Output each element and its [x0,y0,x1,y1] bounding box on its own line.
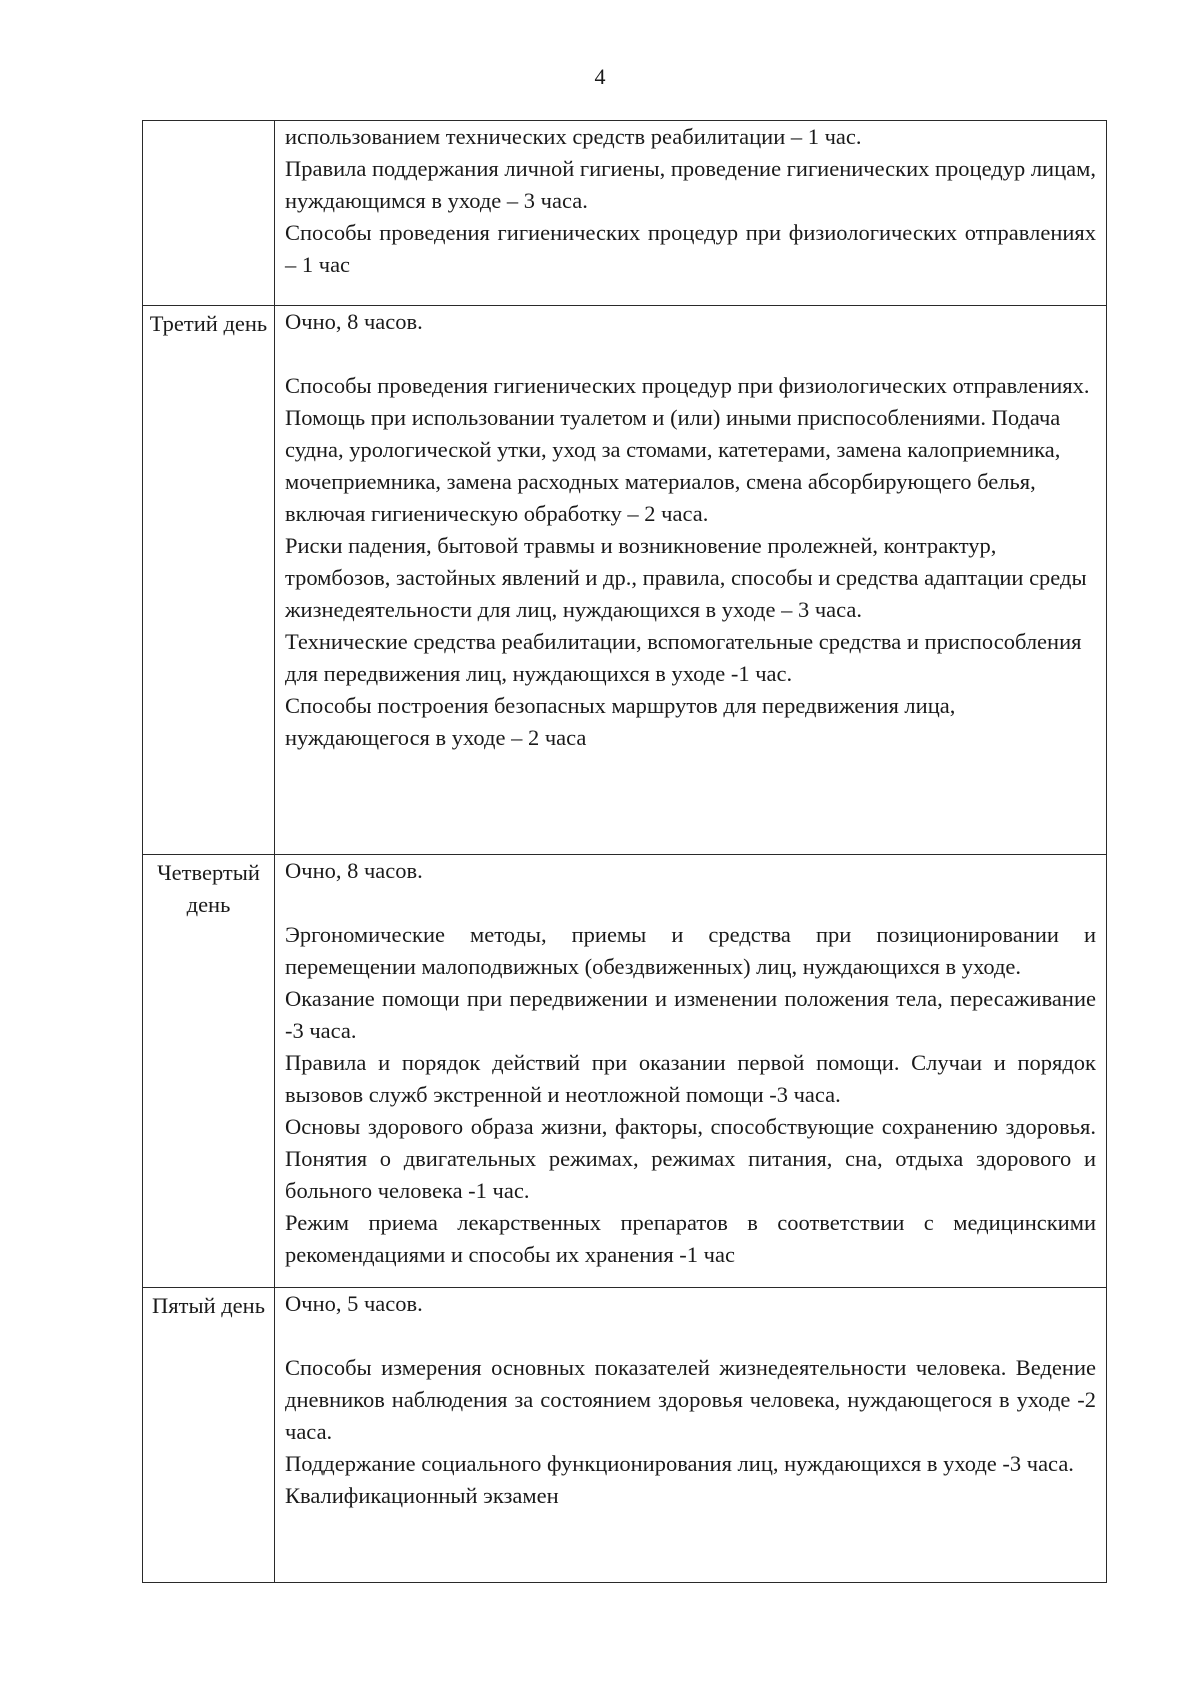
day-cell: Третий день [143,306,275,855]
table-row [143,306,1107,855]
paragraph: Правила и порядок действий при оказании первой помощи. Случаи и порядок вызовов служб экстренной и неотложной помощи -3 часа. [285,1050,1096,1107]
day-cell [143,121,275,306]
paragraph: Оказание помощи при передвижении и изменении положения тела, пересаживание -3 часа. [285,986,1096,1043]
schedule-table [142,120,1107,1583]
content-cell [275,121,1107,306]
paragraph: Основы здорового образа жизни, факторы, способствующие сохранению здоровья. Понятия о двигательных режимах, режимах питания, сна, отдыха здорового и больного человека -1 час. [285,1114,1096,1203]
session-format: Очно, 5 часов. [285,1291,423,1316]
paragraph: Риски падения, бытовой травмы и возникновение пролежней, контрактур, тромбозов, застойных явлений и др., правила, способы и средства адаптации среды жизнедеятельности для лиц, нуждающихся в уходе – 3 часа. [285,533,1087,622]
paragraph: Квалификационный экзамен [285,1483,559,1508]
paragraph: Способы проведения гигиенических процедур при физиологических отправлениях – 1 час [285,220,1096,277]
paragraph: Способы проведения гигиенических процедур при физиологических отправлениях. Помощь при использовании туалетом и (или) иными приспособлениями. Подача судна, урологической утки, уход за стомами, катетерами, замена калоприемника, мочеприемника, замена расходных материалов, смена абсорбирующего белья, включая гигиеническую обработку – 2 часа. [285,373,1090,526]
session-format: Очно, 8 часов. [285,309,423,334]
paragraph: Правила поддержания личной гигиены, проведение гигиенических процедур лицам, нуждающимся в уходе – 3 часа. [285,156,1096,213]
content-cell [275,1288,1107,1583]
page-number: 4 [594,64,606,89]
day-cell: Пятый день [143,1288,275,1583]
paragraph: Способы измерения основных показателей жизнедеятельности человека. Ведение дневников наблюдения за состоянием здоровья человека, нуждающегося в уходе -2 часа. [285,1355,1096,1444]
paragraph: Эргономические методы, приемы и средства при позиционировании и перемещении малоподвижных (обездвиженных) лиц, нуждающихся в уходе. [285,922,1096,979]
paragraph: Поддержание социального функционирования лиц, нуждающихся в уходе -3 часа. [285,1451,1074,1476]
paragraph: Режим приема лекарственных препаратов в соответствии с медицинскими рекомендациями и способы их хранения -1 час [285,1210,1096,1267]
paragraph: Технические средства реабилитации, вспомогательные средства и приспособления для передвижения лиц, нуждающихся в уходе -1 час. [285,629,1082,686]
table-row [143,855,1107,1288]
paragraph: Способы построения безопасных маршрутов для передвижения лица, нуждающегося в уходе – 2 часа [285,693,956,750]
session-format: Очно, 8 часов. [285,858,423,883]
table-row [143,1288,1107,1583]
content-cell [275,855,1107,1288]
day-cell: Четвертый день [143,855,275,1288]
content-cell [275,306,1107,855]
table-row [143,121,1107,306]
paragraph: использованием технических средств реабилитации – 1 час. [285,124,862,149]
